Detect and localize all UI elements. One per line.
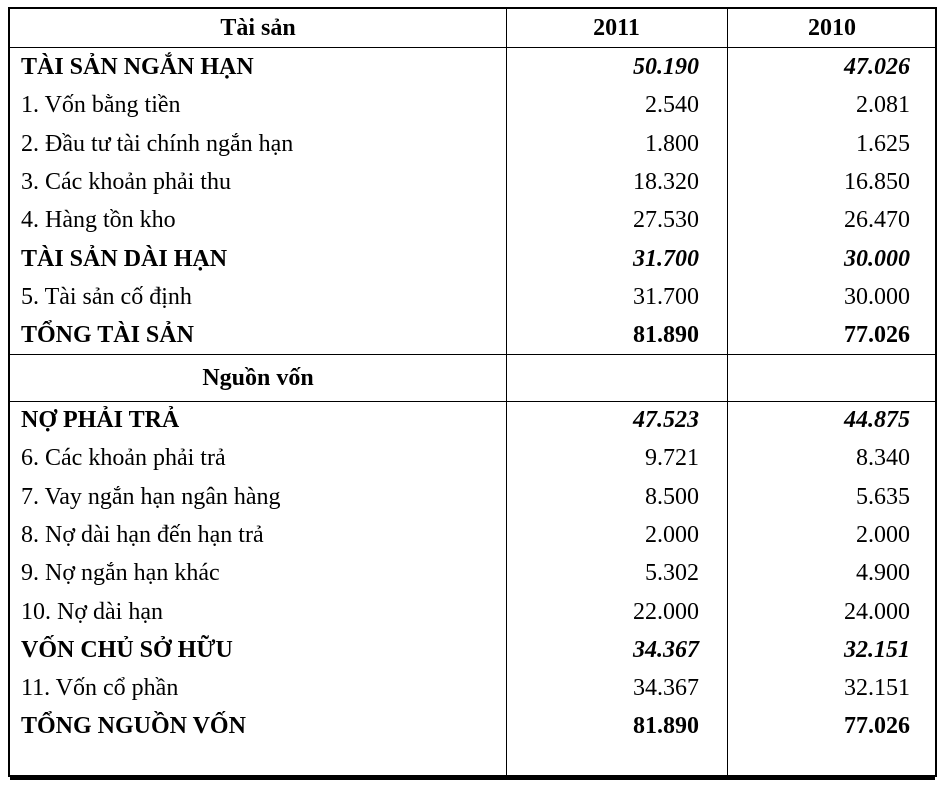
value-2010: 2.081 — [856, 92, 910, 119]
value-2011: 1.800 — [645, 130, 699, 157]
row-label: 8. Nợ dài hạn đến hạn trả — [21, 521, 264, 548]
row-label: 10. Nợ dài hạn — [21, 598, 163, 625]
row-label: 3. Các khoản phải thu — [21, 168, 231, 195]
row-label: 2. Đầu tư tài chính ngắn hạn — [21, 130, 294, 157]
row-label: TÀI SẢN NGẮN HẠN — [21, 54, 254, 80]
value-2011: 18.320 — [633, 168, 699, 195]
row-label: 7. Vay ngắn hạn ngân hàng — [21, 483, 281, 510]
value-2011: 47.523 — [633, 407, 699, 433]
value-2011: 2.000 — [645, 521, 699, 548]
row-label: TÀI SẢN DÀI HẠN — [21, 245, 228, 272]
value-2010: 24.000 — [844, 598, 910, 625]
value-2010: 44.875 — [844, 407, 910, 433]
row-label: 4. Hàng tồn kho — [21, 207, 176, 234]
value-2011: 31.700 — [633, 283, 699, 310]
value-2010: 47.026 — [844, 54, 910, 80]
value-2010: 1.625 — [856, 130, 910, 157]
row-label: NỢ PHẢI TRẢ — [21, 407, 180, 433]
row-label: VỐN CHỦ SỞ HỮU — [21, 636, 233, 663]
row-label: 1. Vốn bằng tiền — [21, 92, 181, 119]
row-label: 9. Nợ ngắn hạn khác — [21, 560, 220, 587]
row-label: 11. Vốn cổ phần — [21, 675, 179, 702]
value-2011: 2.540 — [645, 92, 699, 119]
value-2010: 4.900 — [856, 560, 910, 587]
value-2011: 81.890 — [633, 322, 699, 349]
value-2010: 30.000 — [844, 245, 910, 272]
value-2011: 34.367 — [633, 636, 699, 663]
value-2010: 32.151 — [844, 675, 910, 702]
row-label: TỔNG NGUỒN VỐN — [21, 713, 246, 740]
value-2010: 16.850 — [844, 168, 910, 195]
row-label: 5. Tài sản cố định — [21, 283, 192, 310]
row-divider — [10, 354, 935, 355]
header-2011: 2011 — [593, 15, 640, 41]
value-2010: 26.470 — [844, 207, 910, 234]
value-2011: 27.530 — [633, 207, 699, 234]
row-label: 6. Các khoản phải trả — [21, 445, 226, 472]
column-divider — [727, 9, 728, 775]
value-2010: 32.151 — [844, 636, 910, 663]
value-2011: 5.302 — [645, 560, 699, 587]
value-2010: 8.340 — [856, 445, 910, 472]
value-2011: 9.721 — [645, 445, 699, 472]
header-2010: 2010 — [808, 15, 856, 41]
value-2010: 77.026 — [844, 322, 910, 349]
value-2011: 22.000 — [633, 598, 699, 625]
header-sources: Nguồn vốn — [202, 365, 314, 391]
balance-sheet-table — [8, 7, 937, 777]
value-2010: 30.000 — [844, 283, 910, 310]
value-2010: 77.026 — [844, 713, 910, 740]
value-2011: 31.700 — [633, 245, 699, 272]
value-2011: 50.190 — [633, 54, 699, 80]
value-2011: 8.500 — [645, 483, 699, 510]
header-assets: Tài sản — [220, 15, 296, 41]
value-2010: 5.635 — [856, 483, 910, 510]
value-2011: 81.890 — [633, 713, 699, 740]
column-divider — [506, 9, 507, 775]
value-2010: 2.000 — [856, 521, 910, 548]
value-2011: 34.367 — [633, 675, 699, 702]
row-label: TỔNG TÀI SẢN — [21, 322, 194, 349]
